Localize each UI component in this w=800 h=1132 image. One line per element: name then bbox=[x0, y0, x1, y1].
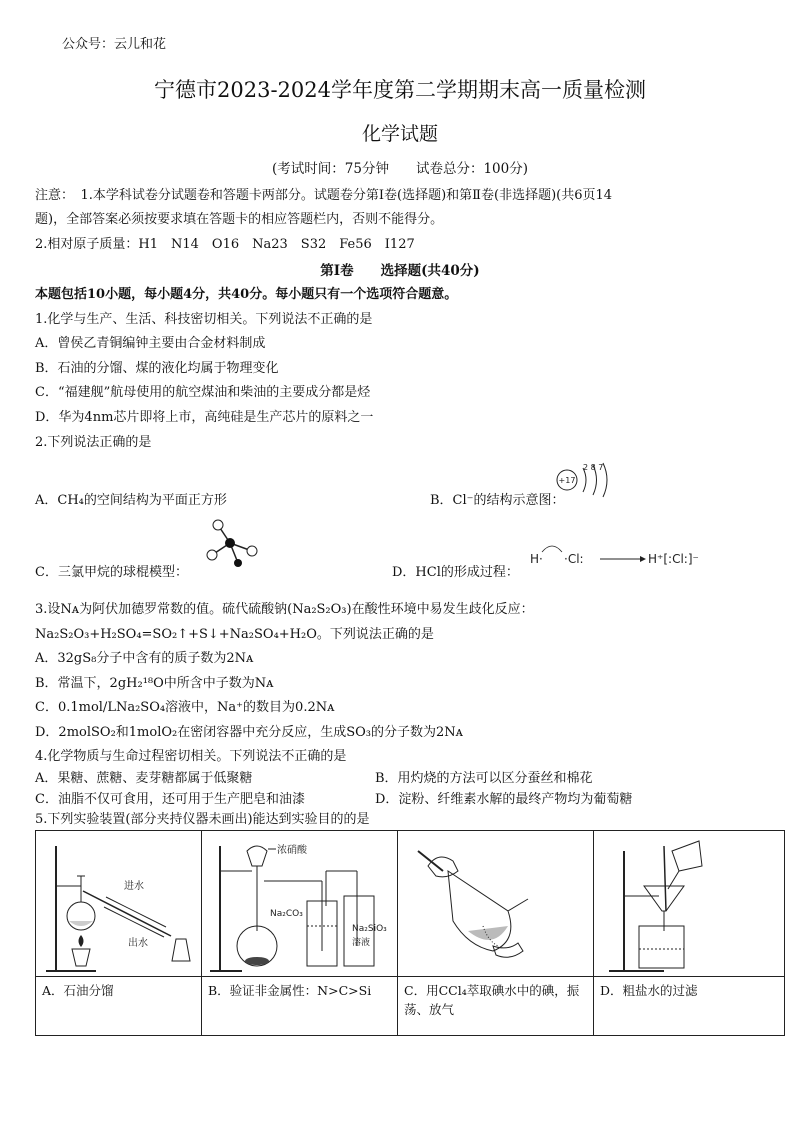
q5-option-d: D．粗盐水的过滤 bbox=[594, 977, 785, 1036]
hcl-cl-atom: ·Cl: bbox=[564, 552, 584, 566]
hcl-h-atom: H· bbox=[530, 552, 543, 566]
q1-option-a: A．曾侯乙青铜编钟主要由合金材料制成 bbox=[35, 336, 266, 351]
section-title: 第Ⅰ卷 选择题(共40分) bbox=[320, 263, 480, 279]
nonmetal-comparison-apparatus-image bbox=[202, 831, 397, 976]
page-title: 宁德市2023-2024学年度第二学期期末高一质量检测 bbox=[154, 78, 646, 102]
q4-stem: 4.化学物质与生命过程密切相关。下列说法不正确的是 bbox=[35, 749, 347, 764]
q2-stem: 2.下列说法正确的是 bbox=[35, 435, 152, 450]
filtration-apparatus-image bbox=[594, 831, 784, 976]
q4-option-d: D．淀粉、纤维素水解的最终产物均为葡萄糖 bbox=[375, 792, 633, 807]
q5-option-a: A．石油分馏 bbox=[36, 977, 202, 1036]
notice-line-1: 注意： 1.本学科试卷分试题卷和答题卡两部分。试题卷分第Ⅰ卷(选择题)和第Ⅱ卷(非选择题)(共6页14 bbox=[35, 188, 613, 203]
water-out-label: 出水 bbox=[128, 938, 148, 949]
q5-cell-b-pic bbox=[202, 831, 398, 977]
hcl-product: H⁺[:Cl:]⁻ bbox=[648, 552, 699, 566]
watermark-text: 公众号：云儿和花 bbox=[62, 37, 167, 52]
cl-nucleus-label: +17 bbox=[558, 476, 576, 485]
q4-option-b: B．用灼烧的方法可以区分蚕丝和棉花 bbox=[375, 771, 593, 786]
notice-line-3: 2.相对原子质量：H1 N14 O16 Na23 S32 Fe56 I127 bbox=[35, 237, 415, 252]
q5-option-c: C．用CCl₄萃取碘水中的碘，振荡、放气 bbox=[398, 977, 594, 1036]
q5-cell-a-pic bbox=[36, 831, 202, 977]
q1-option-c: C．“福建舰”航母使用的航空煤油和柴油的主要成分都是烃 bbox=[35, 385, 371, 400]
q5-experiment-table bbox=[35, 830, 785, 1036]
conc-nitric-label: 浓硝酸 bbox=[277, 845, 307, 856]
solution-label: 溶液 bbox=[352, 938, 371, 948]
page-subtitle: 化学试题 bbox=[361, 123, 438, 145]
q5-option-b: B．验证非金属性：N>C>Si bbox=[202, 977, 398, 1036]
q3-option-a: A．32gS₈分子中含有的质子数为2Nᴀ bbox=[35, 651, 254, 666]
extraction-shaking-image bbox=[398, 831, 593, 976]
q2-option-b: B．Cl⁻的结构示意图： bbox=[430, 493, 565, 508]
q5-stem: 5.下列实验装置(部分夹持仪器未画出)能达到实验目的的是 bbox=[35, 812, 370, 827]
q3-equation: Na₂S₂O₃+H₂SO₄=SO₂↑+S↓+Na₂SO₄+H₂O。下列说法正确的是 bbox=[35, 627, 434, 642]
distillation-apparatus-image bbox=[36, 831, 201, 976]
na2sio3-label: Na₂SiO₃ bbox=[352, 924, 387, 934]
water-in-label: 进水 bbox=[124, 881, 144, 892]
section-instruction: 本题包括10小题，每小题4分，共40分。每小题只有一个选项符合题意。 bbox=[35, 287, 458, 302]
q2-option-d: D．HCl的形成过程： bbox=[392, 565, 519, 580]
hcl-formation-diagram bbox=[528, 540, 703, 575]
cl-shell-label: 2 8 7 bbox=[583, 463, 604, 472]
q3-option-d: D．2molSO₂和1molO₂在密闭容器中充分反应，生成SO₃的分子数为2Nᴀ bbox=[35, 725, 463, 740]
q2-option-a: A．CH₄的空间结构为平面正方形 bbox=[35, 493, 227, 508]
q3-option-b: B．常温下，2gH₂¹⁸O中所含中子数为Nᴀ bbox=[35, 676, 274, 691]
q5-cell-c-pic bbox=[398, 831, 594, 977]
chloroform-ball-stick-model bbox=[200, 515, 265, 570]
q3-stem: 3.设Nᴀ为阿伏加德罗常数的值。硫代硫酸钠(Na₂S₂O₃)在酸性环境中易发生歧化反应： bbox=[35, 602, 534, 617]
q4-option-c: C．油脂不仅可食用，还可用于生产肥皂和油漆 bbox=[35, 792, 305, 807]
na2co3-label: Na₂CO₃ bbox=[270, 909, 303, 919]
q1-option-d: D．华为4nm芯片即将上市，高纯硅是生产芯片的原料之一 bbox=[35, 410, 374, 425]
cl-ion-structure-diagram bbox=[553, 460, 623, 500]
q3-option-c: C．0.1mol/LNa₂SO₄溶液中，Na⁺的数目为0.2Nᴀ bbox=[35, 700, 335, 715]
notice-line-2: 题)，全部答案必须按要求填在答题卡的相应答题栏内，否则不能得分。 bbox=[35, 212, 444, 227]
q1-option-b: B．石油的分馏、煤的液化均属于物理变化 bbox=[35, 361, 279, 376]
q5-cell-d-pic bbox=[594, 831, 785, 977]
q2-option-c: C．三氯甲烷的球棍模型： bbox=[35, 565, 188, 580]
exam-info: (考试时间：75分钟 试卷总分：100分) bbox=[272, 161, 528, 177]
q1-stem: 1.化学与生产、生活、科技密切相关。下列说法不正确的是 bbox=[35, 312, 373, 327]
q4-option-a: A．果糖、蔗糖、麦芽糖都属于低聚糖 bbox=[35, 771, 253, 786]
